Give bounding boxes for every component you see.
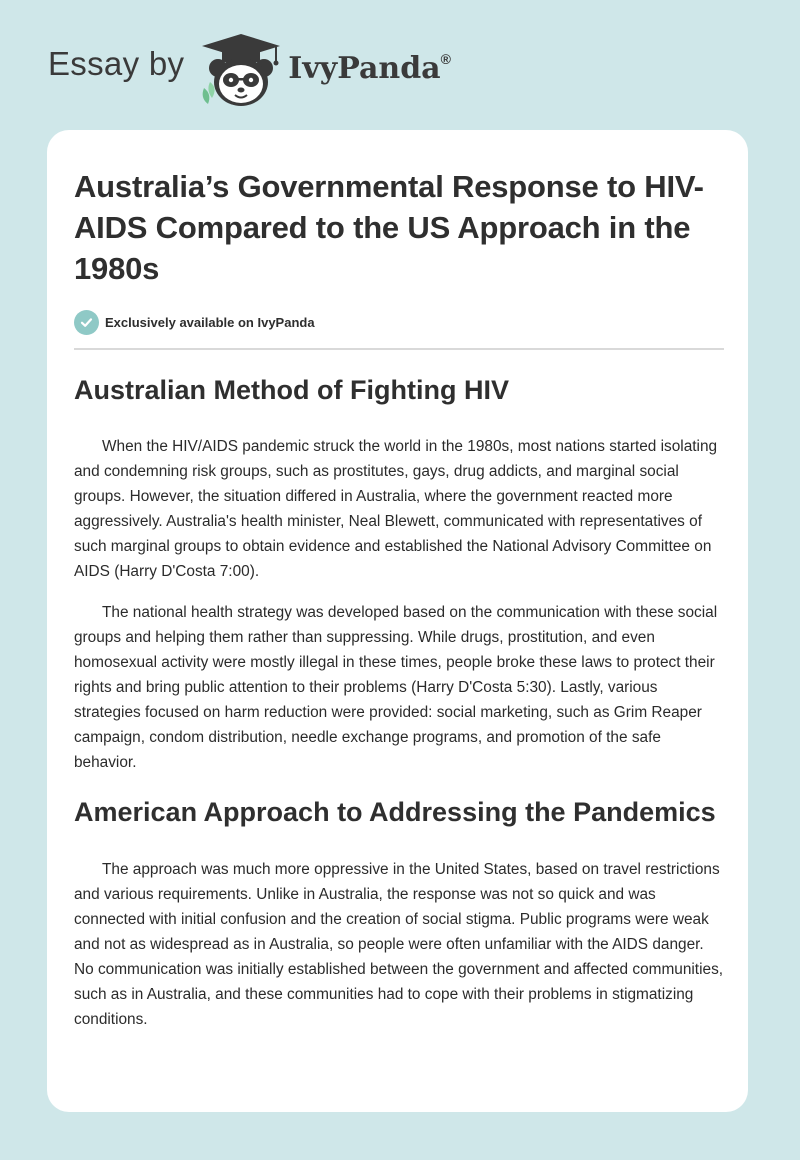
check-circle-icon <box>74 310 99 335</box>
section-heading: American Approach to Addressing the Pandemics <box>74 797 716 827</box>
site-header <box>48 30 451 110</box>
brand-name[interactable] <box>288 51 451 86</box>
panda-graduate-logo-icon[interactable] <box>198 30 284 110</box>
exclusive-badge-label: Exclusively available on IvyPanda <box>105 314 315 330</box>
brand-text: IvyPanda <box>288 50 441 86</box>
section-heading: Australian Method of Fighting HIV <box>74 375 509 405</box>
essay-card <box>47 130 748 1112</box>
exclusive-badge <box>74 309 724 335</box>
paragraph: When the HIV/AIDS pandemic struck the world in the 1980s, most nations started isolating and condemning risk groups, such as prostitutes, gays, drug addicts, and marginal social groups. However, the situation differed in Australia, where the government reacted more aggressively. Australia's health minister, Neal Blewett, communicated with representatives of such marginal groups to obtain evidence and established the National Advisory Committee on AIDS (Harry D'Costa 7:00). <box>74 438 718 580</box>
paragraph: The approach was much more oppressive in the United States, based on travel restrictions and various requirements. Unlike in Australia, the response was not so quick and was connected with initial confusion and the creation of social stigma. Public programs were weak and not as widespread as in Australia, so people were often unfamiliar with the AIDS danger. No communication was initially established between the government and affected communities, such as in Australia, and these communities had to cope with their problems in stigmatizing conditions. <box>74 861 724 1028</box>
registered-mark: ® <box>440 50 451 67</box>
title-divider <box>74 348 724 350</box>
essay-content <box>74 166 724 1032</box>
essay-title: Australia’s Governmental Response to HIV-AIDS Compared to the US Approach in the 1980s <box>74 169 704 286</box>
paragraph: The national health strategy was developed based on the communication with these social groups and helping them rather than suppressing. While drugs, prostitution, and even homosexual activity were mostly illegal in these times, people broke these laws to protect their rights and bring public attention to their problems (Harry D'Costa 5:30). Lastly, various strategies focused on harm reduction were provided: social marketing, such as Grim Reaper campaign, condom distribution, needle exchange programs, and promotion of the safe behavior. <box>74 604 718 771</box>
essay-by-label: Essay by <box>48 45 185 82</box>
